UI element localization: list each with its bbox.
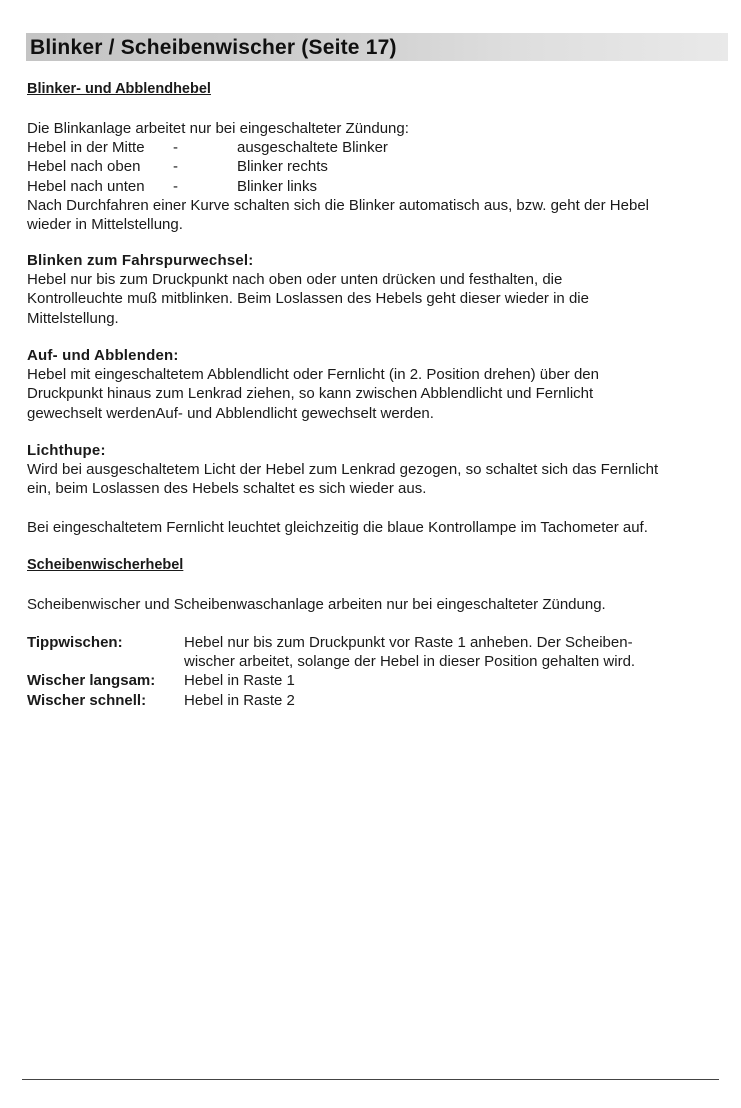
lichthupe-line-2: ein, beim Loslassen des Hebels schaltet es sich wieder aus. <box>27 480 427 498</box>
abblenden-line-1: Hebel mit eingeschaltetem Abblendlicht oder Fernlicht (in 2. Position drehen) über den <box>27 366 599 384</box>
separator-dash: - <box>173 158 178 176</box>
lever-position: Hebel in der Mitte <box>27 139 145 157</box>
lever-position: Hebel nach oben <box>27 158 141 176</box>
wischer-definitions <box>27 633 727 713</box>
section-heading-lichthupe: Lichthupe: <box>27 442 106 459</box>
blinker-note-line-1: Nach Durchfahren einer Kurve schalten sich die Blinker automatisch aus, bzw. geht der Hebel <box>27 196 649 214</box>
lever-position-row <box>27 177 727 196</box>
section-heading-abblenden: Auf- und Abblenden: <box>27 347 179 364</box>
blinker-section-body <box>27 119 727 234</box>
lever-position-row <box>27 138 727 157</box>
fahrspur-line-3: Mittelstellung. <box>27 309 119 327</box>
lichthupe-section <box>27 441 727 499</box>
term-wischer-schnell: Wischer schnell: <box>27 691 147 709</box>
separator-dash: - <box>173 177 178 195</box>
separator-dash: - <box>173 139 178 157</box>
abblenden-line-2: Druckpunkt hinaus zum Lenkrad ziehen, so kann zwischen Abblendlicht und Fernlicht <box>27 385 594 403</box>
blinker-intro: Die Blinkanlage arbeitet nur bei eingeschalteter Zündung: <box>27 120 409 137</box>
section-heading-blinker: Blinker- und Abblendhebel <box>27 81 211 97</box>
def-tippwischen-line-2: wischer arbeitet, solange der Hebel in dieser Position gehalten wird. <box>184 653 636 671</box>
fahrspur-line-1: Hebel nur bis zum Druckpunkt nach oben oder unten drücken und festhalten, die <box>27 271 563 289</box>
fahrspur-line-2: Kontrolleuchte muß mitblinken. Beim Loslassen des Hebels geht dieser wieder in die <box>27 290 589 308</box>
lever-position: Hebel nach unten <box>27 177 145 195</box>
term-tippwischen: Tippwischen: <box>27 634 123 651</box>
section-heading-fahrspur: Blinken zum Fahrspurwechsel: <box>27 252 254 269</box>
definition-row-tippwischen-cont <box>27 652 727 671</box>
def-tippwischen-line-1: Hebel nur bis zum Druckpunkt vor Raste 1 anheben. Der Scheiben- <box>184 634 633 651</box>
definition-row-schnell <box>27 691 727 710</box>
fernlicht-note: Bei eingeschaltetem Fernlicht leuchtet gleichzeitig die blaue Kontrollampe im Tachometer auf. <box>27 519 648 536</box>
lever-result: Blinker rechts <box>237 158 328 176</box>
lichthupe-line-1: Wird bei ausgeschaltetem Licht der Hebel zum Lenkrad gezogen, so schaltet sich das Fernlicht <box>27 461 659 479</box>
definition-row-langsam <box>27 671 727 690</box>
section-heading-wischer: Scheibenwischerhebel <box>27 557 184 573</box>
abblenden-line-3: gewechselt werdenAuf- und Abblendlicht gewechselt werden. <box>27 404 434 422</box>
term-wischer-langsam: Wischer langsam: <box>27 672 156 690</box>
def-wischer-schnell: Hebel in Raste 2 <box>184 691 295 709</box>
fahrspur-section <box>27 251 727 328</box>
lever-position-row <box>27 157 727 176</box>
lever-result: ausgeschaltete Blinker <box>237 139 388 157</box>
def-wischer-langsam: Hebel in Raste 1 <box>184 672 295 690</box>
definition-row-tippwischen <box>27 633 727 652</box>
blinker-note-line-2: wieder in Mittelstellung. <box>27 215 183 233</box>
abblenden-section <box>27 346 727 423</box>
footer-divider <box>22 1079 719 1080</box>
page-title: Blinker / Scheibenwischer (Seite 17) <box>30 36 397 59</box>
lever-result: Blinker links <box>237 177 318 195</box>
wischer-intro: Scheibenwischer und Scheibenwaschanlage arbeiten nur bei eingeschalteter Zündung. <box>27 596 606 613</box>
